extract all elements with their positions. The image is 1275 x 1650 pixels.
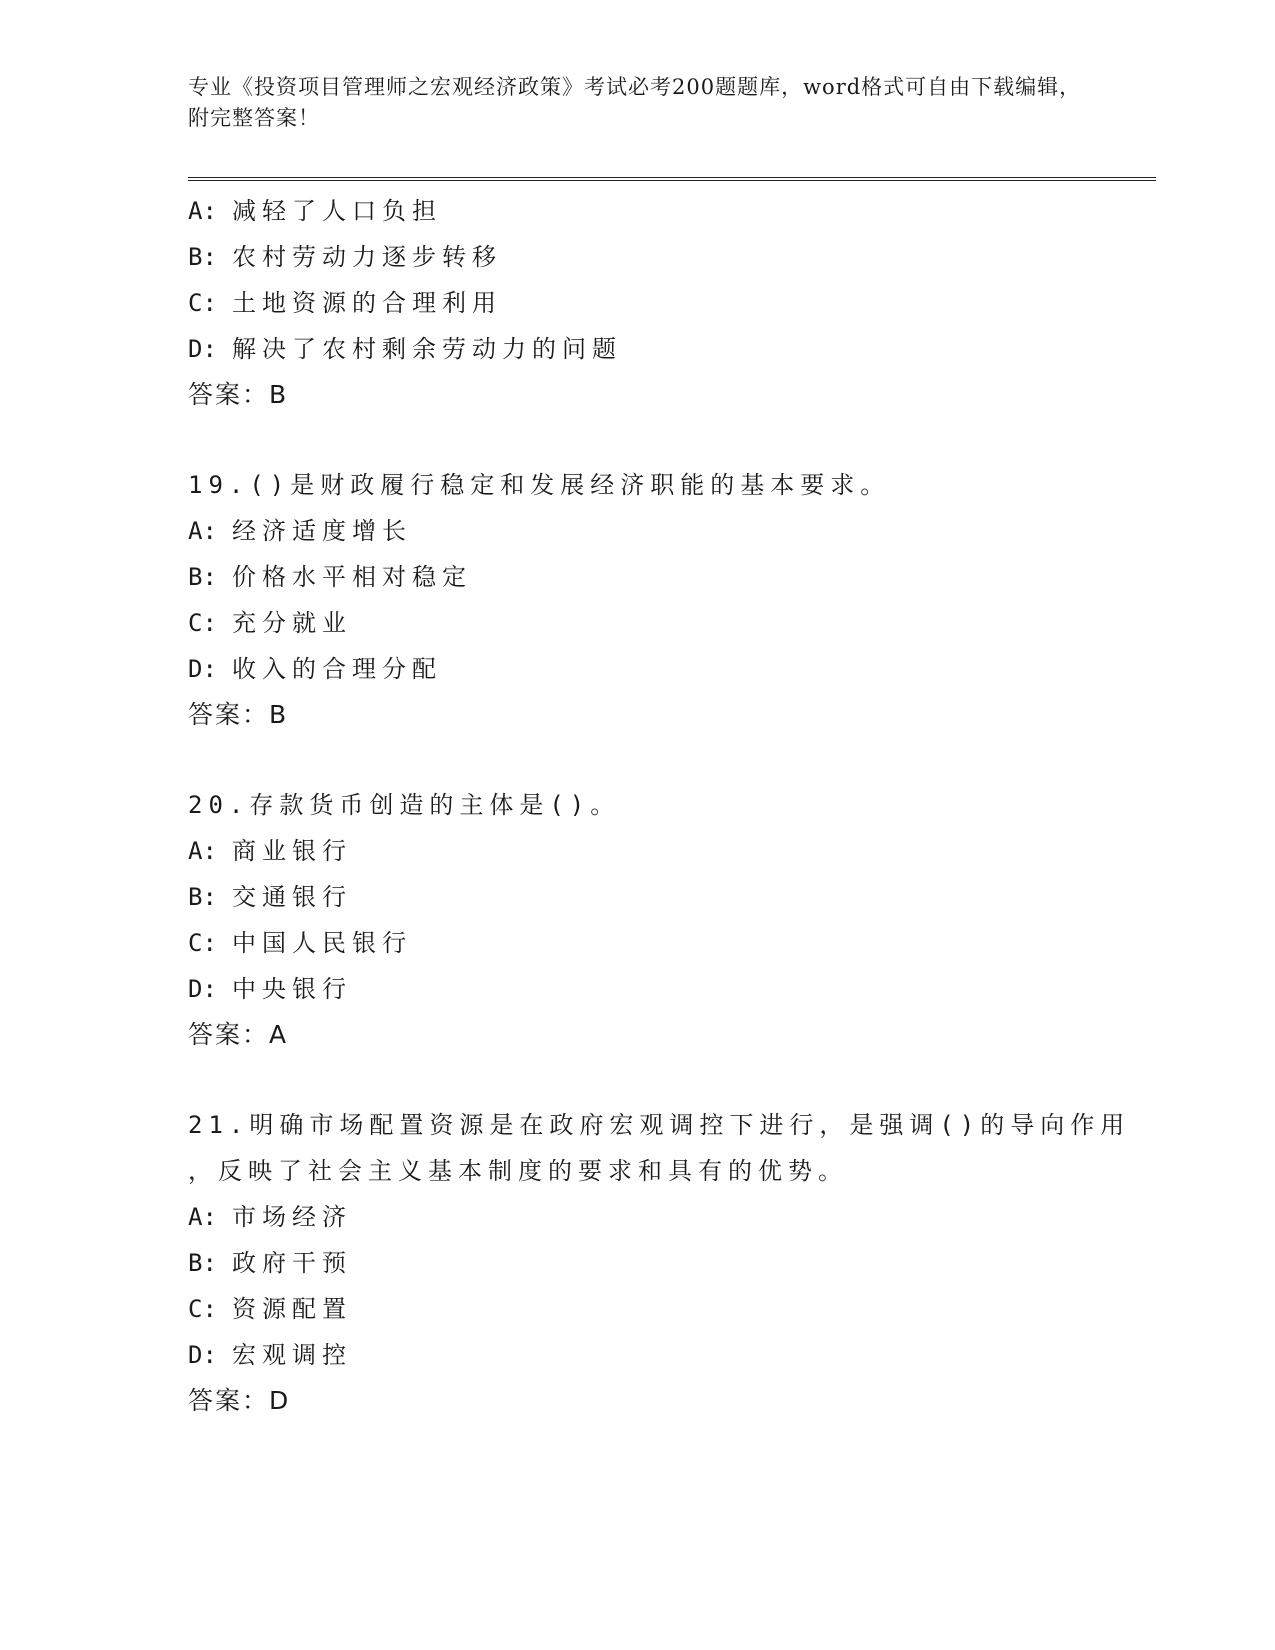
answer-line: 答案：D	[188, 1386, 291, 1415]
option-letter: C:	[188, 609, 217, 637]
question-18	[188, 188, 1088, 418]
option-b	[188, 234, 1088, 280]
option-letter: D:	[188, 655, 217, 683]
option-letter: A:	[188, 837, 217, 865]
option-text: 减轻了人口负担	[232, 197, 442, 225]
option-c	[188, 600, 1088, 646]
question-21	[188, 1102, 1131, 1424]
option-letter: C:	[188, 1295, 217, 1323]
option-a	[188, 508, 1088, 554]
option-letter: B:	[188, 243, 217, 271]
option-a	[188, 188, 1088, 234]
option-text: 中国人民银行	[232, 929, 412, 957]
option-text: 宏观调控	[232, 1341, 352, 1369]
answer-line: 答案：B	[188, 700, 289, 729]
option-a	[188, 1194, 1088, 1240]
option-text: 收入的合理分配	[232, 655, 442, 683]
option-text: 农村劳动力逐步转移	[232, 243, 502, 271]
option-letter: A:	[188, 1203, 217, 1231]
option-letter: A:	[188, 517, 217, 545]
option-d	[188, 326, 1088, 372]
option-text: 中央银行	[232, 975, 352, 1003]
option-text: 土地资源的合理利用	[232, 289, 502, 317]
option-letter: D:	[188, 335, 217, 363]
option-text: 市场经济	[232, 1203, 352, 1231]
answer-line: 答案：A	[188, 1020, 289, 1049]
option-letter: A:	[188, 197, 217, 225]
option-text: 价格水平相对稳定	[232, 563, 472, 591]
question-stem-line-2: ，反映了社会主义基本制度的要求和具有的优势。	[188, 1157, 848, 1185]
option-letter: D:	[188, 1341, 217, 1369]
option-letter: D:	[188, 975, 217, 1003]
question-list	[188, 188, 1131, 1424]
option-text: 交通银行	[232, 883, 352, 911]
question-20	[188, 782, 1088, 1058]
option-letter: C:	[188, 929, 217, 957]
answer-line: 答案：B	[188, 380, 289, 409]
question-19	[188, 462, 1088, 738]
option-d	[188, 1332, 1088, 1378]
option-letter: B:	[188, 563, 217, 591]
option-letter: C:	[188, 289, 217, 317]
question-stem: 19.()是财政履行稳定和发展经济职能的基本要求。	[188, 471, 891, 499]
document-header	[188, 72, 1088, 134]
option-d	[188, 646, 1088, 692]
option-b	[188, 554, 1088, 600]
option-b	[188, 1240, 1088, 1286]
option-text: 充分就业	[232, 609, 352, 637]
option-c	[188, 280, 1088, 326]
option-text: 政府干预	[232, 1249, 352, 1277]
option-text: 解决了农村剩余劳动力的问题	[232, 335, 622, 363]
header-text: 专业《投资项目管理师之宏观经济政策》考试必考200题题库，word格式可自由下载编辑，附完整答案！	[188, 75, 1082, 130]
question-stem-line-1: 21.明确市场配置资源是在政府宏观调控下进行，是强调()的导向作用	[188, 1111, 1131, 1139]
option-text: 资源配置	[232, 1295, 352, 1323]
question-stem: 20.存款货币创造的主体是()。	[188, 791, 621, 819]
header-divider	[188, 177, 1156, 181]
option-text: 经济适度增长	[232, 517, 412, 545]
option-letter: B:	[188, 883, 217, 911]
option-c	[188, 920, 1088, 966]
option-a	[188, 828, 1088, 874]
option-d	[188, 966, 1088, 1012]
option-c	[188, 1286, 1088, 1332]
option-letter: B:	[188, 1249, 217, 1277]
option-b	[188, 874, 1088, 920]
option-text: 商业银行	[232, 837, 352, 865]
